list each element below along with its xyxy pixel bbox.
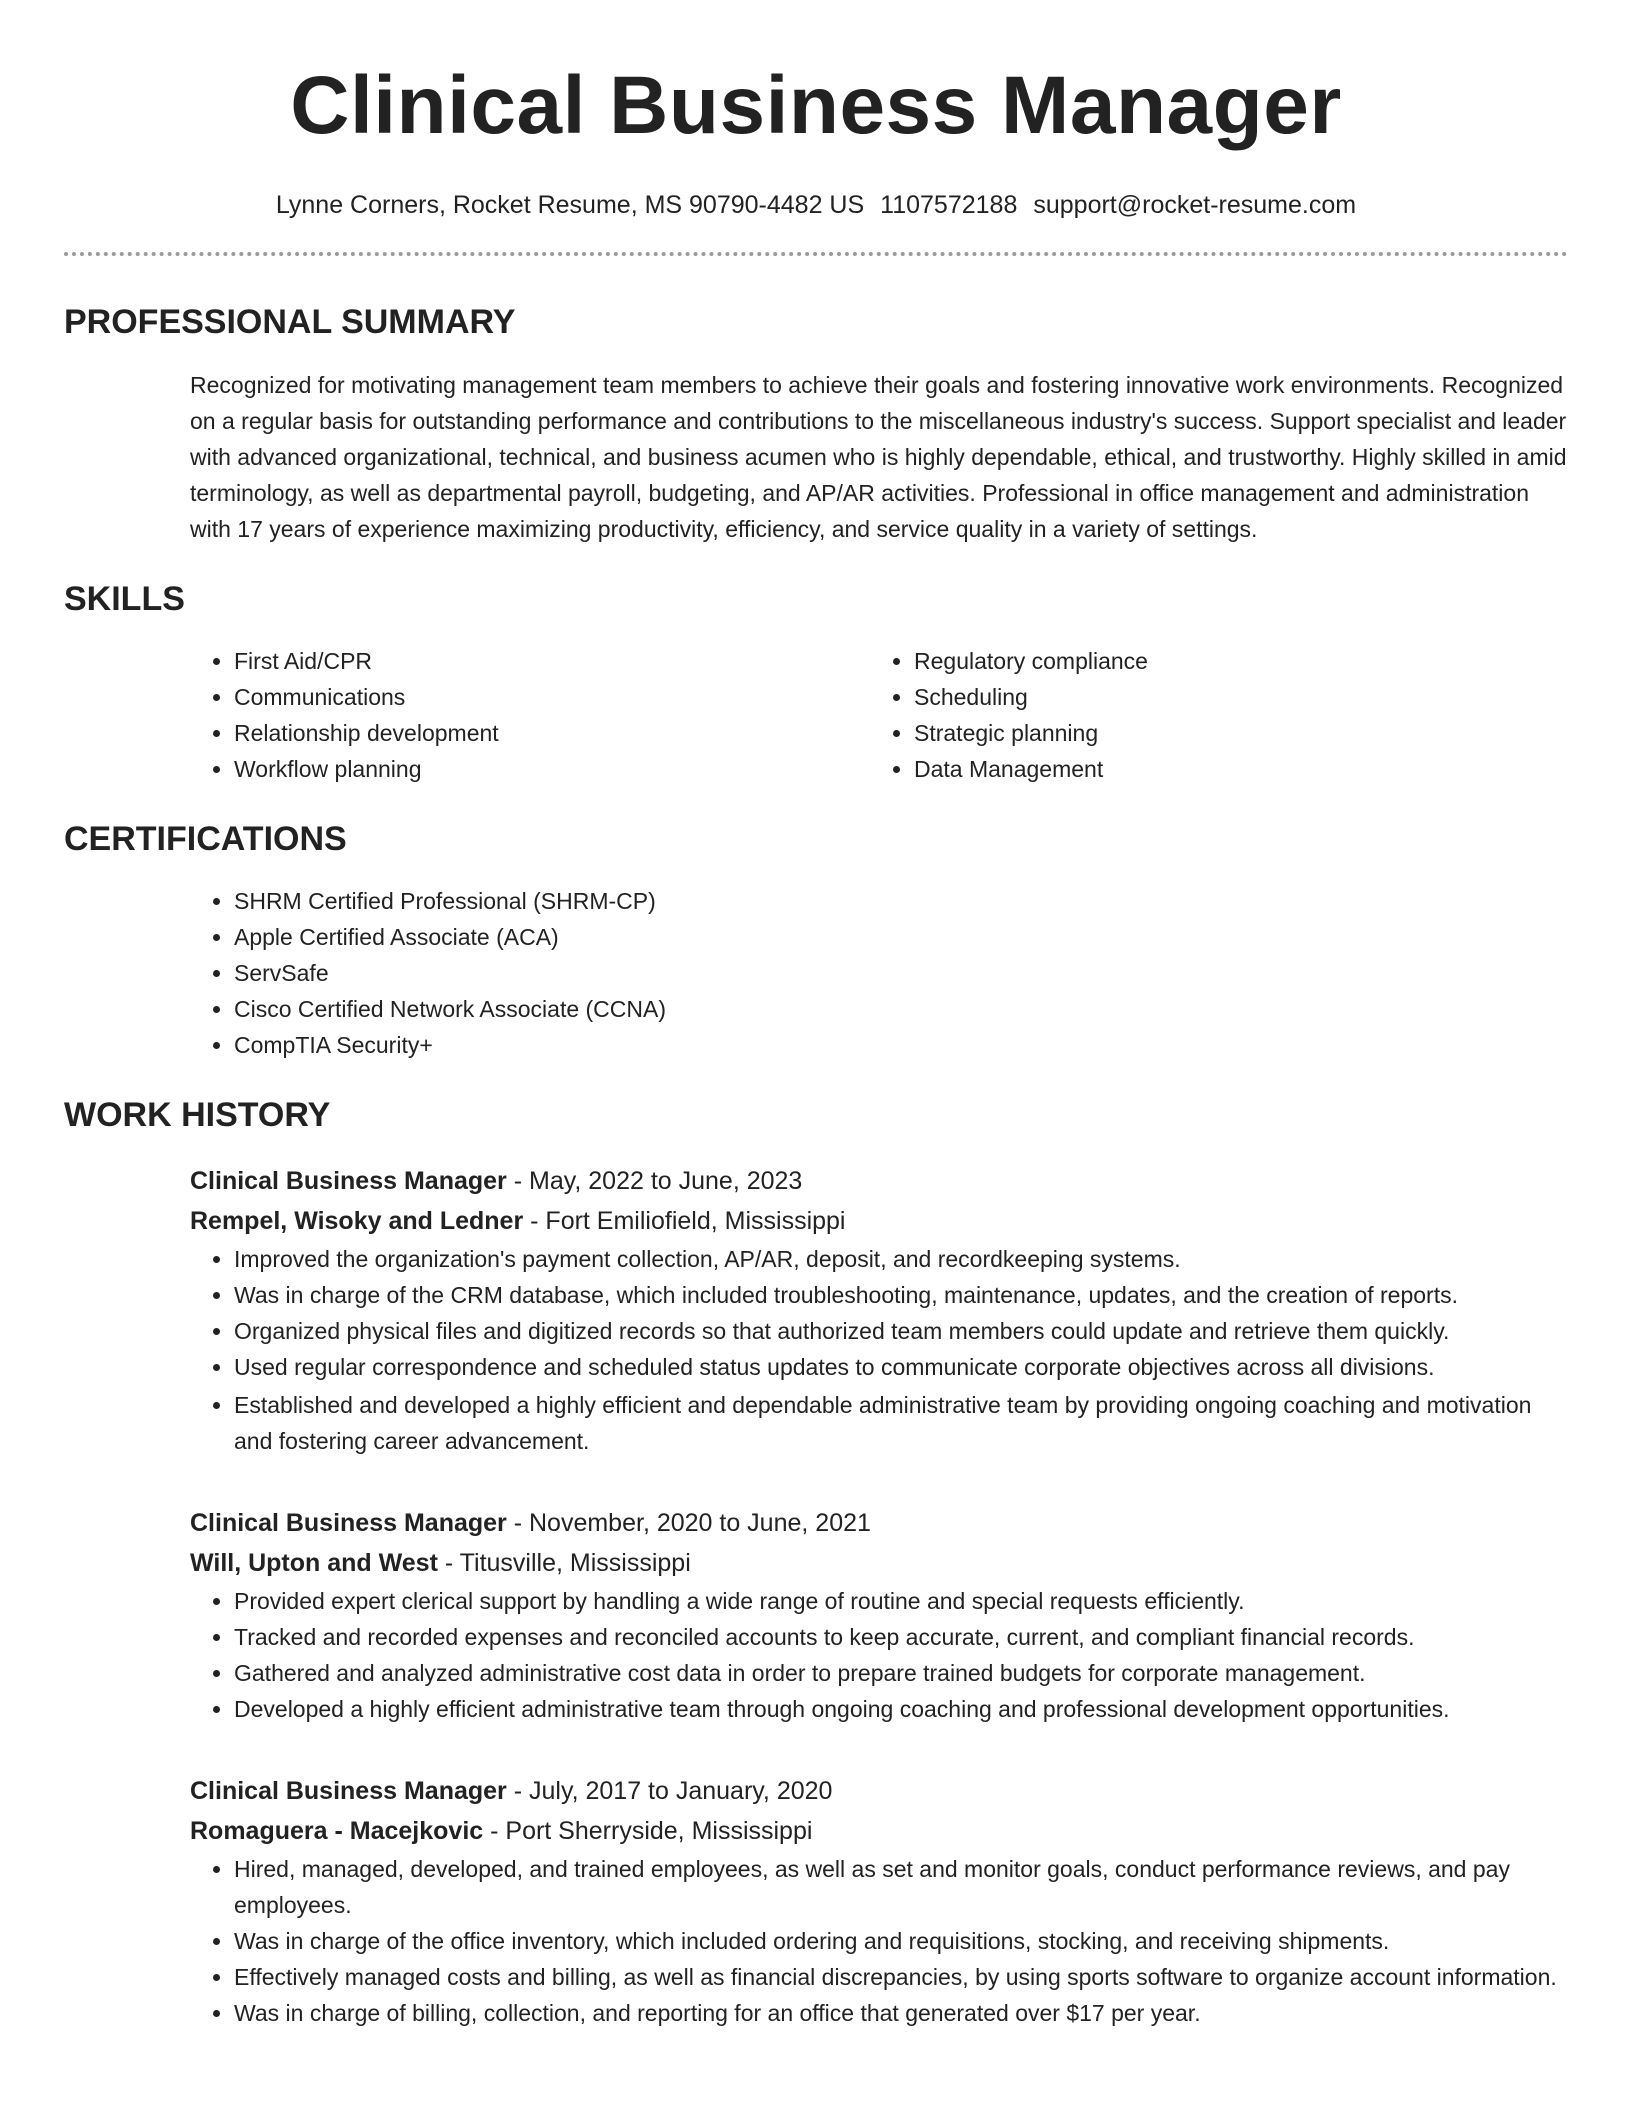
skills-column-left	[190, 643, 870, 787]
summary-heading: PROFESSIONAL SUMMARY	[64, 303, 516, 341]
job-duty: • Gathered and analyzed administrative cost data in order to prepare trained budgets for corporate management.	[234, 1655, 1568, 1691]
job-duty: • Established and developed a highly efficient and dependable administrative team by providing ongoing coaching and motivation and fostering career advancement.	[234, 1387, 1568, 1459]
job-location: - Port Sherryside, Mississippi	[483, 1817, 813, 1845]
job-entry	[190, 1771, 1568, 2031]
job-role: Clinical Business Manager	[190, 1777, 507, 1805]
certification-item: • Apple Certified Associate (ACA)	[234, 919, 1568, 955]
job-duty: • Effectively managed costs and billing, as well as financial discrepancies, by using sports software to organize account information.	[234, 1959, 1568, 1995]
job-dates: - November, 2020 to June, 2021	[506, 1509, 871, 1537]
job-duty: • Was in charge of the office inventory, which included ordering and requisitions, stocking, and receiving shipments.	[234, 1923, 1568, 1959]
skills-column-right	[870, 643, 1550, 787]
skills-grid	[190, 643, 1568, 787]
job-entry	[190, 1161, 1568, 1459]
job-role: Clinical Business Manager	[190, 1167, 507, 1195]
job-duties-list	[190, 1583, 1568, 1727]
skill-item: • Relationship development	[234, 715, 870, 751]
skills-list-left	[190, 643, 870, 787]
job-duty: • Organized physical files and digitized records so that authorized team members could update and retrieve them quickly.	[234, 1313, 1568, 1349]
certification-item: • Cisco Certified Network Associate (CCNA)	[234, 991, 1568, 1027]
job-company: Romaguera - Macejkovic	[190, 1817, 484, 1845]
skill-item: • Regulatory compliance	[914, 643, 1550, 679]
certifications-heading: CERTIFICATIONS	[64, 820, 347, 858]
skills-list-right	[870, 643, 1550, 787]
job-duty: • Provided expert clerical support by handling a wide range of routine and special requests efficiently.	[234, 1583, 1568, 1619]
job-company: Rempel, Wisoky and Ledner	[190, 1207, 524, 1235]
job-duties-list	[190, 1851, 1568, 2031]
job-duty: • Tracked and recorded expenses and reconciled accounts to keep accurate, current, and compliant financial records.	[234, 1619, 1568, 1655]
job-duty: • Was in charge of billing, collection, and reporting for an office that generated over $17 per year.	[234, 1995, 1568, 2031]
job-entry	[190, 1503, 1568, 1727]
job-duty: • Improved the organization's payment collection, AP/AR, deposit, and recordkeeping systems.	[234, 1241, 1568, 1277]
resume-name: Clinical Business Manager	[290, 60, 1342, 151]
certification-item: • ServSafe	[234, 955, 1568, 991]
skill-item: • Strategic planning	[914, 715, 1550, 751]
certification-item: • CompTIA Security+	[234, 1027, 1568, 1063]
job-company: Will, Upton and West	[190, 1549, 438, 1577]
skill-item: • Workflow planning	[234, 751, 870, 787]
job-duty: • Hired, managed, developed, and trained employees, as well as set and monitor goals, conduct performance reviews, and pay employees.	[234, 1851, 1568, 1923]
certification-item: • SHRM Certified Professional (SHRM-CP)	[234, 883, 1568, 919]
contact-phone: 1107572188	[880, 191, 1018, 219]
contact-address: Lynne Corners, Rocket Resume, MS 90790-4482 US	[275, 191, 865, 219]
job-title-line	[190, 1161, 1568, 1201]
job-location: - Titusville, Mississippi	[437, 1549, 691, 1577]
job-title-line	[190, 1771, 1568, 1811]
job-company-line	[190, 1811, 1568, 1851]
job-dates: - May, 2022 to June, 2023	[506, 1167, 803, 1195]
header-divider	[64, 252, 1568, 256]
job-title-line	[190, 1503, 1568, 1543]
skill-item: • First Aid/CPR	[234, 643, 870, 679]
job-company-line	[190, 1201, 1568, 1241]
job-duty: • Used regular correspondence and scheduled status updates to communicate corporate objectives across all divisions.	[234, 1349, 1568, 1385]
skill-item: • Communications	[234, 679, 870, 715]
job-duty: • Was in charge of the CRM database, which included troubleshooting, maintenance, updates, and the creation of reports.	[234, 1277, 1568, 1313]
work-history-heading: WORK HISTORY	[64, 1096, 331, 1134]
job-dates: - July, 2017 to January, 2020	[506, 1777, 833, 1805]
job-location: - Fort Emiliofield, Mississippi	[523, 1207, 846, 1235]
job-duties-list	[190, 1241, 1568, 1459]
contact-line	[64, 189, 1568, 221]
skills-heading: SKILLS	[64, 580, 185, 618]
contact-email: support@rocket-resume.com	[1033, 191, 1357, 219]
job-duty: • Developed a highly efficient administrative team through ongoing coaching and professional development opportunities.	[234, 1691, 1568, 1727]
job-role: Clinical Business Manager	[190, 1509, 507, 1537]
summary-text: Recognized for motivating management team members to achieve their goals and fostering innovative work environments. Recognized on a regular basis for outstanding performance and contributions to the miscellaneous industry's success. Support specialist and leader with advanced organizational, technical, and business acumen who is highly dependable, ethical, and trustworthy. Highly skilled in amid terminology, as well as departmental payroll, budgeting, and AP/AR activities. Professional in office management and administration with 17 years of experience maximizing productivity, efficiency, and service quality in a variety of settings.	[190, 372, 1567, 542]
skill-item: • Data Management	[914, 751, 1550, 787]
job-company-line	[190, 1543, 1568, 1583]
skill-item: • Scheduling	[914, 679, 1550, 715]
certifications-section	[190, 883, 1568, 1063]
certifications-list	[190, 883, 1568, 1063]
